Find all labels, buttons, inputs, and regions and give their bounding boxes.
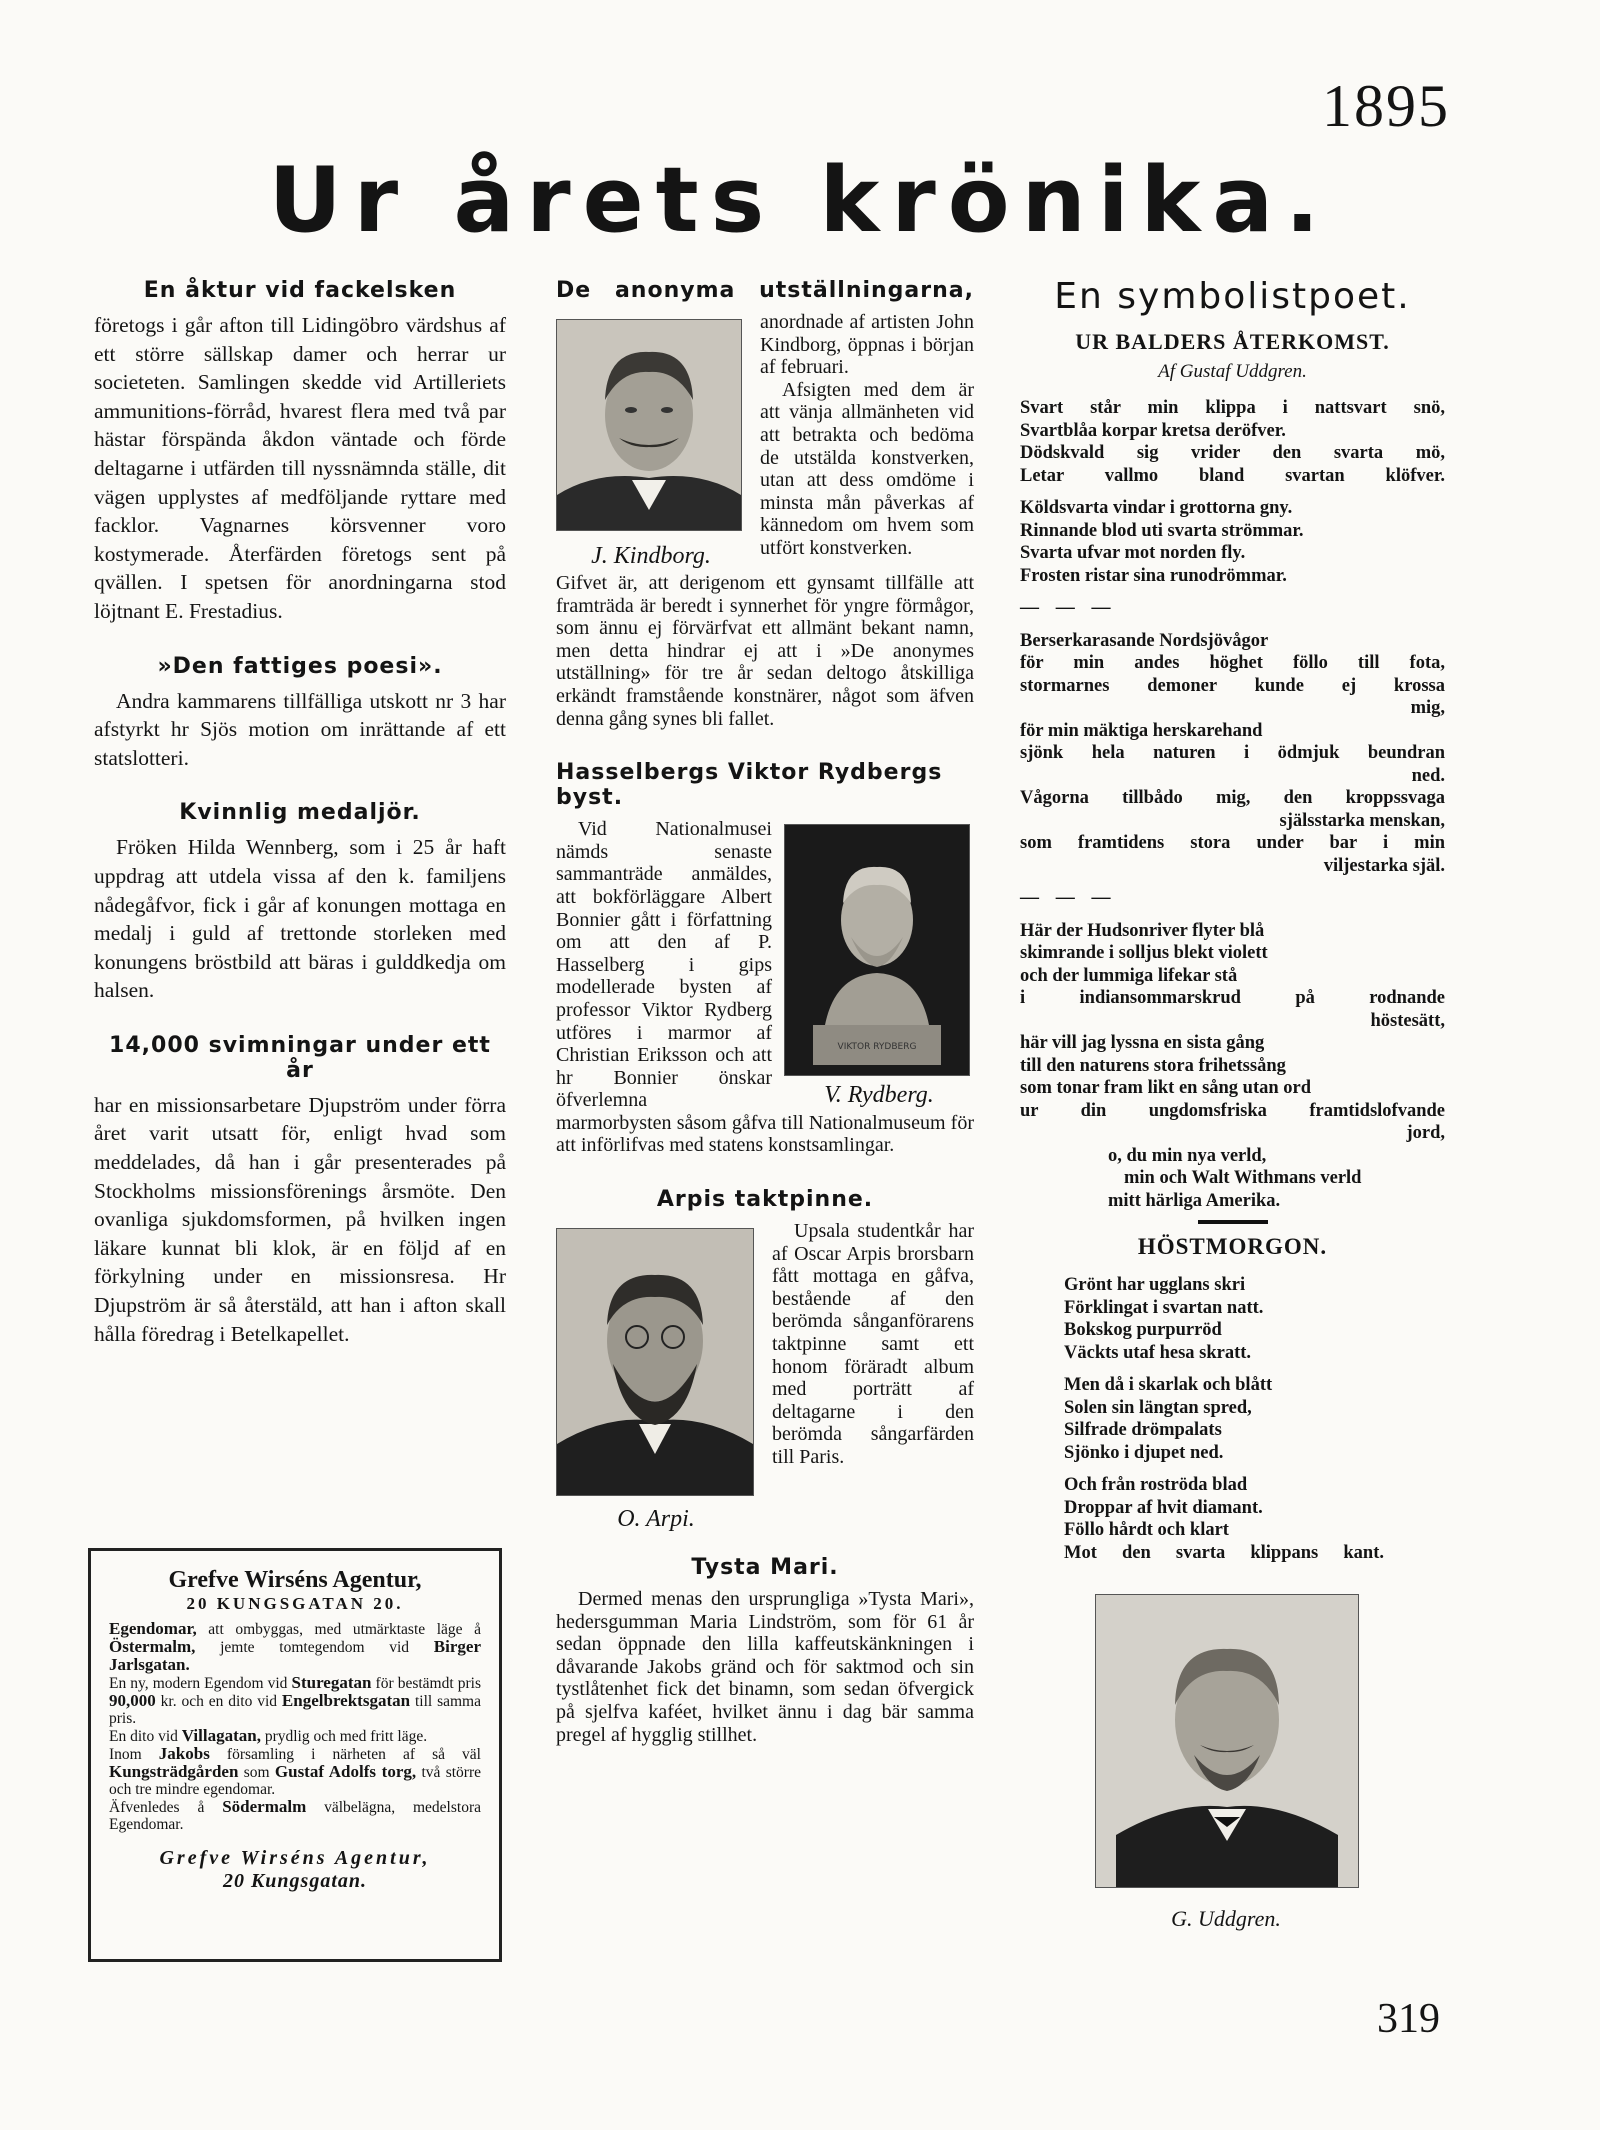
caption-uddgren: G. Uddgren. [1171, 1906, 1281, 1931]
caption-arpi: O. Arpi. [617, 1506, 695, 1533]
article-text-svimningar: har en missionsarbetare Djupström under förra året varit utsatt för, enligt hvad som meddelades, då han i går presenterades på Stockholms missionsförenings årsmöte. Den ovanliga sjukdomsformen, på hvilken ingen läkare kunnat bli klok, är en följd af en förkylning under en missionsresa. Hr Djupström är så återstäld, att han i afton skall hålla föredrag i Betelkapellet. [94, 1092, 506, 1346]
ad-title: Grefve Wirséns Agentur, [168, 1567, 422, 1593]
column-left [94, 278, 506, 1348]
bust-rydberg-photo [784, 824, 970, 1076]
portrait-arpi [556, 1228, 754, 1496]
article-heading-anonyma: De anonyma utställningarna, [556, 278, 974, 303]
poem-subtitle: UR BALDERS ÅTERKOMST. [1075, 329, 1390, 354]
article-heading-svimningar: 14,000 svimningar under ett år [109, 1032, 491, 1083]
article-text-rydberg: marmorbysten såsom gåfva till Nationalmuseum för att införlifvas med statens konstsamlingar. [556, 1111, 974, 1157]
article-heading-arpi: Arpis taktpinne. [656, 1187, 874, 1213]
section-rule [1198, 1220, 1268, 1224]
article-text-medaljor: Fröken Hilda Wennberg, som i 25 år haft uppdrag att utdela vissa af den k. familjens nådegåfvor, fick i går af konungen mottaga en medalj i guld af trettonde storleken med konungens bröstbild att bäras i gulddkedja om halsen. [94, 835, 506, 1003]
poem-section-title: En symbolistpoet. [1054, 276, 1411, 317]
poem-divider-1: — — — [1020, 597, 1117, 618]
bust-label: VIKTOR RYDBERG [837, 1042, 917, 1053]
ad-footer: Grefve Wirséns Agentur, 20 Kungsgatan. [159, 1847, 431, 1892]
article-text-tysta-mari: Dermed menas den ursprungliga »Tysta Mari», hedersgumman Maria Lindström, som för 61 år sedan öppnade den lilla kaffeutskänkningen i dåvarande Jakobs gränd och för saktmod och sin tystlåtenhet fick det binamn, som sedan öfvergick på sjelfva kaféet, hvilket ännu i dag bär samma pregel af hygglig stillhet. [556, 1588, 974, 1746]
poem-divider-2: — — — [1020, 887, 1117, 908]
page-number: 319 [1377, 1996, 1440, 2042]
year-heading: 1895 [1322, 73, 1450, 139]
column-right [1020, 276, 1445, 1932]
poem-hostmorgon: Grönt har ugglans skri Förklingat i svartan natt. Bokskog purpurröd Väckts utaf hesa skratt. Men då i skarlak och blått Solen sin längtan spred, Silfrade drömpalats Sjönko i djupet ned. Och från roströda blad Droppar af hvit diamant. Föllo hårdt och klart Mot den svarta klippans kant. [1064, 1275, 1384, 1563]
ad-body: Egendomar, att ombyggas, med utmärktaste läge å Östermalm, jemte tomtegendom vid Birger Jarlsgatan. En ny, modern Egendom vid Sturegatan för bestämdt pris 90,000 kr. och en dito vid Engelbrektsgatan till samma pris. En dito vid Villagatan, prydlig och med fritt läge. Inom Jakobs församling i närheten af så väl Kungsträdgården som Gustaf Adolfs torg, två större och tre mindre egendomar. Äfvenledes å Södermalm välbelägna, medelstora Egendomar. [109, 1619, 481, 1833]
portrait-kindborg [556, 319, 742, 531]
article-side-anonyma: anordnade af artisten John Kindborg, öppnas i början af februari. [760, 311, 974, 379]
poem2-title: HÖSTMORGON. [1137, 1234, 1328, 1259]
column-middle [556, 278, 974, 1746]
article-heading-tysta-mari: Tysta Mari. [691, 1555, 839, 1581]
caption-rydberg: V. Rydberg. [824, 1082, 934, 1109]
portrait-uddgren [1095, 1594, 1359, 1888]
article-side-rydberg: Vid Nationalmusei nämds senaste sammanträde anmäldes, att bokförläggare Albert Bonnier gått i författning om att den af P. Hasselberg i gips modellerade bysten af professor Viktor Rydberg utföres i marmor af Christian Eriksson och att hr Bonnier önskar öfverlemna [556, 818, 772, 1112]
advertisement-box [88, 1548, 502, 1962]
article-heading-rydberg: Hasselbergs Viktor Rydbergs byst. [556, 760, 943, 811]
article-text-fackelsken: företogs i går afton till Lidingöbro värdshus af ett större sällskap damer och herrar ur societeten. Samlingen skedde vid Artilleriets ammunitions-förråd, hvarest flera med två par hästar förspända åkdon väntade och förde deltagarne i utfärden till nyssnämnda ställe, dit vägen upplystes af medföljande ryttare med facklor. Vagnarnes körsvenner voro kostymerade. Återfärden företogs sent på qvällen. I spetsen för anordningarna stod löjtnant E. Frestadius. [94, 313, 506, 623]
article-text-anonyma: Gifvet är, att derigenom ett gynsamt tillfälle att framträda är beredt i synnerhet för yngre förmågor, som ännu ej förvärfvat ett allmänt bekant namn, men detta hindrar ej att i »De anonymes utställning» för tre år sedan deltogo åtskilliga erkändt framstående konstnärer, något som äfven denna gång synes bli fallet. [556, 572, 974, 730]
article-side2-anonyma: Afsigten med dem är att vänja allmänheten vid att betrakta och bedöma de utstälda konstverken, utan att dess omdöme i minsta mån påverkas af kännedom om hvem som utfört konstverken. [760, 378, 974, 559]
article-text-poesi: Andra kammarens tillfälliga utskott nr 3 har afstyrkt hr Sjös motion om inrättande af ett statslotteri. [94, 688, 506, 770]
article-heading-poesi: »Den fattiges poesi». [157, 653, 443, 679]
caption-kindborg: J. Kindborg. [591, 543, 711, 569]
poem-balder: Svart står min klippa i nattsvart snö, Svartblåa korpar kretsa deröfver. Dödskvald sig vrider den svarta mö, Letar vallmo bland svartan klöfver. Köldsvarta vindar i grottorna gny. Rinnande blod uti svarta strömmar. Svarta ufvar mot norden fly. Frosten ristar sina runodrömmar. — — — Berserkarasande Nordsjövågor för min andes höghet föllo till fota, stormarnes demoner kunde ej krossa mig, för min mäktiga herskarehand sjönk hela naturen i ödmjuk beundran ned. Vågorna tillbådo mig, den kroppssvaga själsstarka menskan, som framtidens stora under bar i min viljestarka själ. — — — Här der Hudsonriver flyter blå skimrande i solljus blekt violett och der lummiga lifekar stå i indiansommarskrud på rodnande höstesätt, här vill jag lyssna en sista gång till den naturens stora frihetssång som tonar fram likt en sång utan ord ur din ungdomsfriska framtidslofvande jord, o, du min nya verld, min och Walt Withmans verld mitt härliga Amerika. [1020, 398, 1445, 1211]
article-heading-fackelsken: En åktur vid fackelsken [143, 278, 457, 303]
poem-author: Af Gustaf Uddgren. [1158, 361, 1307, 382]
page-title: Ur årets krönika. [268, 148, 1332, 253]
ad-subtitle: 20 KUNGSGATAN 20. [186, 1594, 404, 1613]
article-side-arpi: Upsala studentkår har af Oscar Arpis brorsbarn fått mottaga en gåfva, bestående af den berömda sånganförarens taktpinne samt ett honom föräradt album med porträtt af deltagarne i den berömda sångarfärden till Paris. [772, 1220, 974, 1468]
article-heading-medaljor: Kvinnlig medaljör. [179, 800, 421, 826]
